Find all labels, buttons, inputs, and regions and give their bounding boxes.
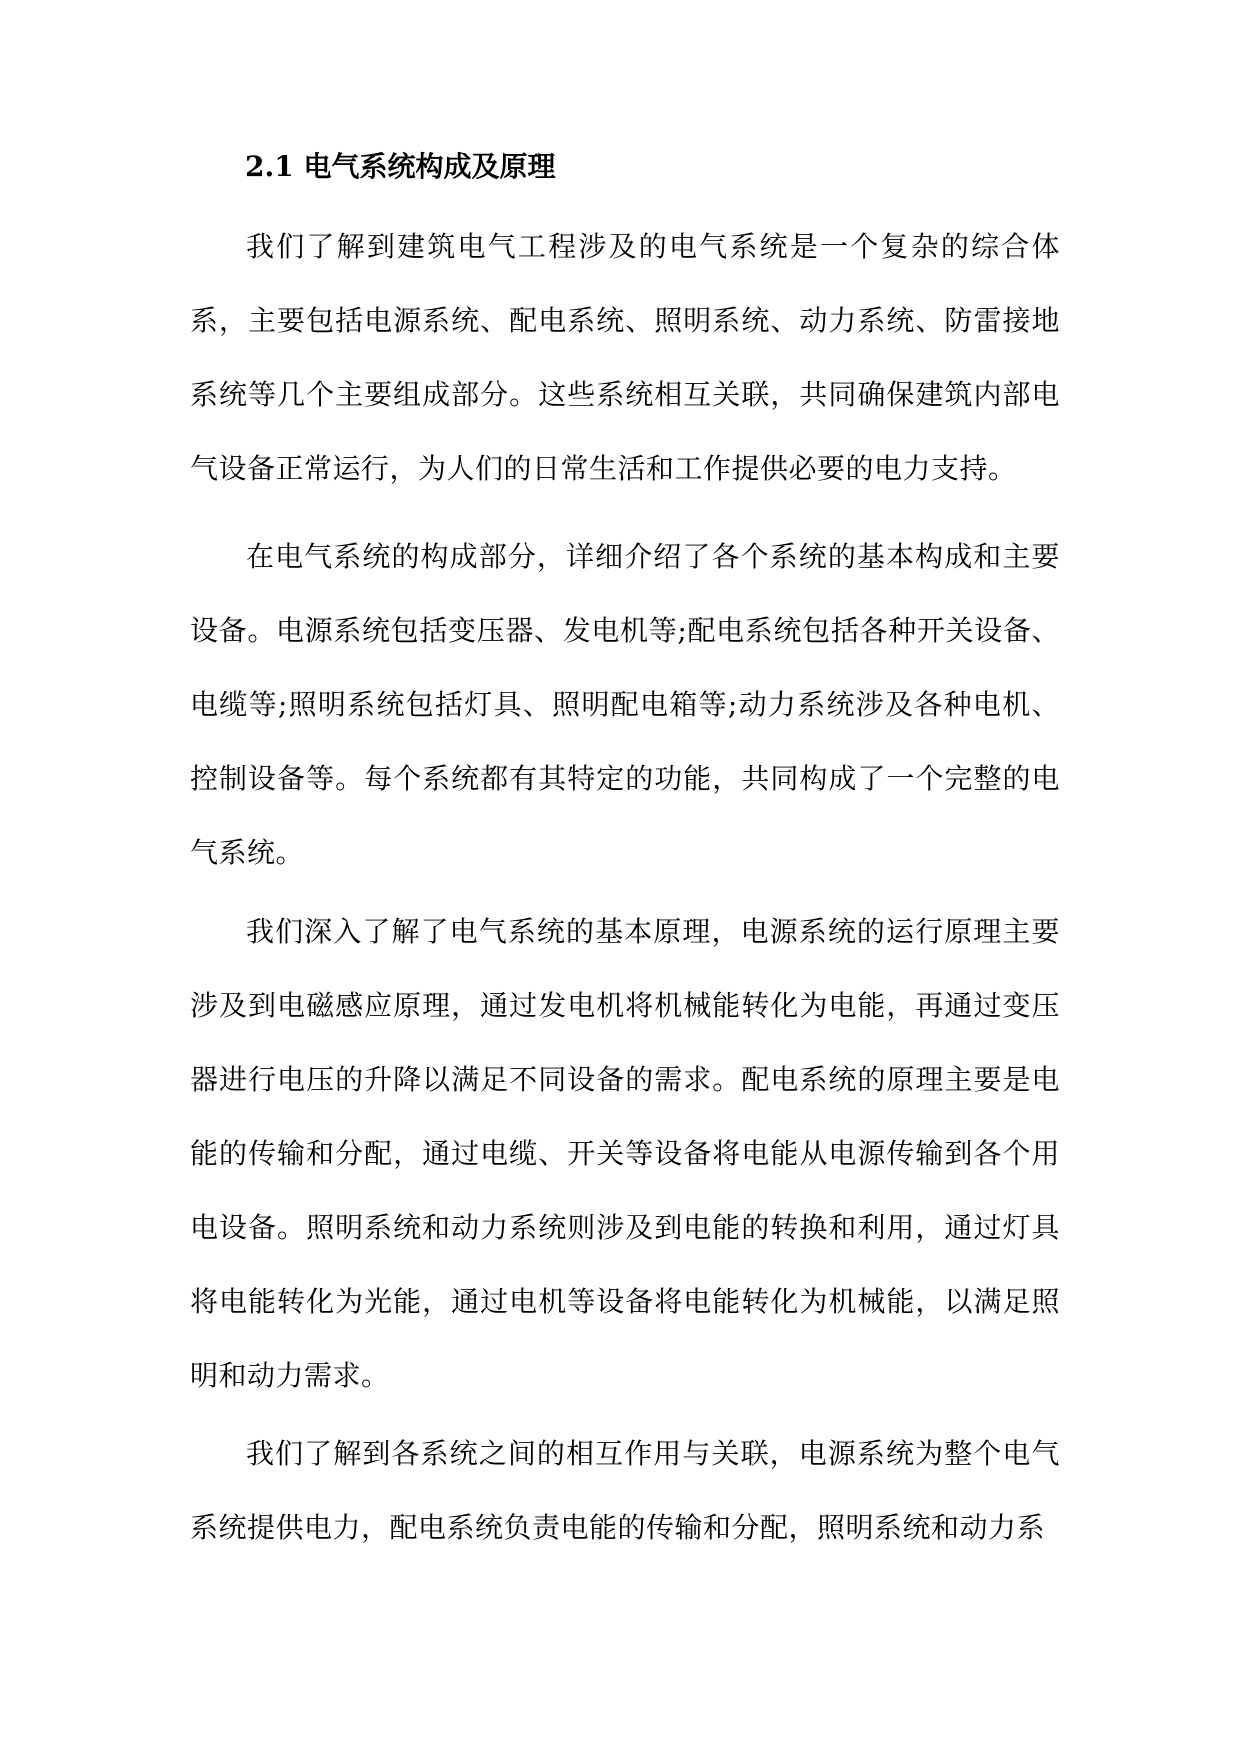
- paragraph-principles: 我们深入了解了电气系统的基本原理，电源系统的运行原理主要涉及到电磁感应原理，通过发电机将机械能转化为电能，再通过变压器进行电压的升降以满足不同设备的需求。配电系统的原理主要是电能的传输和分配，通过电缆、开关等设备将电能从电源传输到各个用电设备。照明系统和动力系统则涉及到电能的转换和利用，通过灯具将电能转化为光能，通过电机等设备将电能转化为机械能，以满足照明和动力需求。: [190, 915, 1060, 1392]
- paragraph-overview: 我们了解到建筑电气工程涉及的电气系统是一个复杂的综合体系，主要包括电源系统、配电系统、照明系统、动力系统、防雷接地系统等几个主要组成部分。这些系统相互关联，共同确保建筑内部电气设备正常运行，为人们的日常生活和工作提供必要的电力支持。: [190, 230, 1060, 485]
- section-heading: 2.1 电气系统构成及原理: [245, 150, 556, 183]
- paragraph-components: 在电气系统的构成部分，详细介绍了各个系统的基本构成和主要设备。电源系统包括变压器、发电机等;配电系统包括各种开关设备、电缆等;照明系统包括灯具、照明配电箱等;动力系统涉及各种电机、控制设备等。每个系统都有其特定的功能，共同构成了一个完整的电气系统。: [190, 540, 1060, 869]
- paragraph-interactions: 我们了解到各系统之间的相互作用与关联，电源系统为整个电气系统提供电力，配电系统负责电能的传输和分配，照明系统和动力系: [190, 1437, 1060, 1544]
